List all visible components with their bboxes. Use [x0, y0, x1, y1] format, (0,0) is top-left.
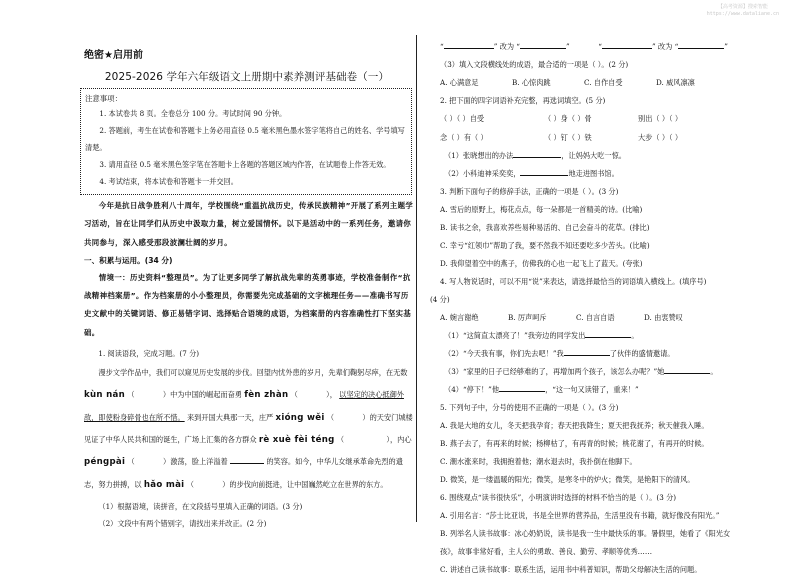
pinyin-xiongwei: xióng wěi — [275, 412, 325, 423]
pinyin-haomai: hǎo mài — [143, 479, 185, 490]
option-c[interactable]: C. 幸亏“红领巾”帮助了我，要不然我不知还要吃多少苦头。(比喻) — [440, 241, 650, 251]
option-c[interactable]: C. 自作自受 — [584, 78, 623, 87]
option-d[interactable]: D. 由衷赞叹 — [644, 313, 683, 323]
pinyin-fenzhan: fèn zhàn — [244, 390, 289, 401]
question-1-label: 1. 阅读语段，完成习题。(7 分) — [98, 349, 200, 359]
option-a[interactable]: A. 我是大地的女儿，冬天把我孕育；春天把我降生；夏天把我抚养；秋天催我入睡。 — [440, 421, 709, 431]
watermark-url: https://www.dataliane.cn — [706, 11, 779, 17]
option-a[interactable]: A. 婉言谢绝 — [440, 313, 479, 323]
fill-blank[interactable] — [499, 384, 545, 392]
intro-paragraph: 今年是抗日战争胜利八十周年，学校围绕“重温抗战历史，传承民族精神”开展了系列主题学习活动，旨在让同学们从历史中汲取力量，树立爱国情怀。以下是活动中的一系列任务，邀请你共同参与，深入感受那段波澜壮阔的岁月。 — [84, 201, 414, 247]
fill-blank[interactable] — [564, 348, 610, 356]
option-b[interactable]: B. 燕子去了，有再来的时候；杨柳枯了，有再青的时候；桃花谢了，有再开的时候。 — [440, 439, 709, 449]
question-4-item: （1）“这简直太漂亮了！”我旁边的同学发出 。 — [444, 331, 639, 341]
idiom-fill[interactable]: （ ）钉（ ）铁 — [544, 132, 592, 142]
column-divider — [416, 35, 417, 522]
fill-blank[interactable] — [585, 330, 631, 338]
reading-passage: 漫步文学作品中，我们可以窥见历史发展的步伐。回望内忧外患的岁月，先辈们鞠躬尽瘁，在无数 kùn nán （ ）中为中国的崛起而奋勇 fèn zhàn （ ）， 以坚定的决心抵御外敌，即使粉身碎骨也在所不惜。 来到开国大典那一天，庄严 xióng wěi （ ）的天安门城楼见证了中华人民共和国的诞生，广场上汇集的各方群众 rè xuè fèi téng （ ），内心 péngpài （ ）激荡，脸上洋溢着 的笑容。如今，中华儿女继承革命先烈的遗志，努力拼搏，以 hǎo mài （ ）的步伐向前挺进，让中国巍然屹立在世界的东方。 — [84, 368, 413, 490]
wrong-char-blank[interactable] — [444, 41, 494, 49]
watermark-line1: 【高考资源】搜索智能 — [717, 4, 768, 10]
subquestion-2: （2）文段中有两个错别字，请找出来并改正。(2 分) — [98, 518, 267, 528]
option-c[interactable]: C. 讲述自己读书故事：联系生活，运用书中科普知识，帮助父母解决生活的问题。 — [440, 565, 702, 575]
question-4-item: （4）“停下！”他 ，“这一句又读错了，重来！” — [444, 385, 639, 395]
question-4-label: 4. 写人物说话时，可以不用“说”来表达，请选择最恰当的词语填入横线上。(填序号) — [440, 277, 707, 287]
idiom-fill[interactable]: （ ）（ ）自受 — [440, 114, 485, 123]
notice-item: 3. 请用直径 0.5 毫米黑色签字笔在答题卡上各题的答题区域内作答，在试题卷上作答无效。 — [99, 160, 391, 169]
question-4-item: （3）“家里的日子已经够难的了，再增加两个孩子，该怎么办呢？”她 。 — [444, 367, 718, 377]
question-2-label: 2. 把下面的四字词语补充完整，再选词填空。(5 分) — [440, 96, 606, 105]
underlined-sentence: 以坚定的决心抵御外敌，即使粉身碎骨也在所不惜。 — [84, 390, 404, 422]
pinyin-pengpai: péngpài — [84, 457, 126, 468]
notice-box — [80, 88, 412, 195]
right-column — [430, 38, 740, 579]
option-a[interactable]: A. 雪后的原野上，梅花点点，每一朵都是一首精美的诗。(比喻) — [440, 205, 643, 215]
question-1-3-label: （3）填入文段横线处的成语，最合适的一项是（ ）。(2 分) — [440, 60, 629, 69]
option-b[interactable]: B. 心惊肉跳 — [512, 78, 551, 87]
question-2-sub2: （2）小科迪神采奕奕， 地走进图书馆。 — [444, 169, 619, 179]
idiom-row-2 — [440, 129, 740, 148]
section-heading: 一、积累与运用。(34 分) — [84, 255, 173, 265]
option-b[interactable]: B. 读书之余，我喜欢养些易种易活的、自己会奋斗的花草。(排比) — [440, 223, 650, 233]
option-c[interactable]: C. 自言自语 — [576, 313, 615, 323]
pinyin-kunnan: kùn nán — [84, 390, 126, 401]
question-6-label: 6. 围绕观点“读书很快乐”，小明演讲时选择的材料不恰当的是（ ）。(3 分) — [440, 493, 677, 503]
left-column — [84, 40, 414, 532]
idiom-blank[interactable] — [230, 456, 264, 464]
fill-blank[interactable] — [520, 168, 568, 176]
option-d[interactable]: D. 微笑，是一缕温暖的阳光；微笑，是寒冬中的炉火；微笑，是艳阳下的清风。 — [440, 475, 695, 485]
notice-item: 1. 本试卷共 8 页。全卷总分 100 分。考试时间 90 分钟。 — [99, 109, 287, 118]
question-5-label: 5. 下列句子中，分号的使用不正确的一项是（ ）。(3 分) — [440, 403, 619, 413]
option-b[interactable]: B. 列举名人读书故事：冰心奶奶说，读书是我一生中最快乐的事。暑假里，她看了《阳光女孩》，故事非常好看，主人公的勇敢、善良、勤劳、孝顺等优秀…… — [440, 529, 731, 557]
idiom-row-1 — [440, 110, 740, 129]
option-b[interactable]: B. 厉声呵斥 — [508, 313, 547, 323]
fill-blank[interactable] — [664, 366, 710, 374]
idiom-fill[interactable]: 念（ ）有（ ） — [440, 132, 488, 142]
secret-mark: 绝密★启用前 — [84, 50, 143, 61]
option-c[interactable]: C. 潮水涨来时，我拥抱着他；潮水退去时，我扑倒在他脚下。 — [440, 457, 637, 467]
exam-title: 2025-2026 学年六年级语文上册期中素养测评基础卷（一） — [104, 71, 390, 83]
pinyin-rexuefeiteng: rè xuè fèi téng — [258, 434, 335, 445]
question-2-sub1: （1）张晓想出的办法 ，让妈妈大吃一惊。 — [444, 151, 626, 161]
fill-blank[interactable] — [513, 150, 561, 158]
subquestion-1: （1）根据语境，读拼音，在文段括号里填入正确的词语。(3 分) — [98, 501, 303, 511]
question-1-3-options — [440, 74, 740, 92]
wrong-char-blank[interactable] — [602, 41, 652, 49]
notice-heading: 注意事项： — [85, 94, 122, 103]
question-4-item: （2）“今天我有事，你们先去吧！”我 了伙伴的盛情邀请。 — [444, 349, 675, 359]
watermark — [707, 4, 779, 18]
option-a[interactable]: A. 心满意足 — [440, 78, 479, 87]
question-4-options — [440, 309, 740, 327]
correction-line: “ ” 改为 “ ” “ ” 改为 “ ” — [440, 42, 728, 51]
correct-char-blank[interactable] — [678, 41, 724, 49]
notice-item: 2. 答题前，考生在试卷和答题卡上务必用直径 0.5 毫米黑色墨水签字笔将自己的姓名、学号填写清楚。 — [85, 126, 405, 152]
option-d[interactable]: D. 威风凛凛 — [656, 78, 695, 87]
idiom-fill[interactable]: 大步（ ）（ ） — [638, 132, 683, 142]
idiom-fill[interactable]: （ ）身（ ）骨 — [544, 114, 592, 123]
idiom-fill[interactable]: 别出（ ）（ ） — [638, 114, 683, 123]
option-a[interactable]: A. 引用名言：“莎士比亚说，书是全世界的营养品，生活里没有书籍，就好像没有阳光。” — [440, 511, 720, 521]
option-d[interactable]: D. 我仰望着空中的燕子，仿佛我的心也一起飞上了蓝天。(夸张) — [440, 259, 643, 269]
notice-item: 4. 考试结束，将本试卷和答题卡一并交回。 — [99, 177, 238, 186]
correct-char-blank[interactable] — [520, 41, 566, 49]
question-4-score: (4 分) — [430, 295, 450, 305]
scenario-paragraph: 情境一：历史资料“整理员”。为了让更多同学了解抗战先辈的英勇事迹，学校准备制作“抗战精神档案册”。作为档案册的小小整理员，你需要先完成基础的文字梳理任务——准确书写历史文献中的关键词语、修正易错字词、选择贴合语境的成语，为档案册的内容准确性打下坚实基础。 — [84, 272, 412, 337]
question-3-label: 3. 判断下面句子的修辞手法，正确的一项是（ ）。(3 分) — [440, 187, 619, 197]
